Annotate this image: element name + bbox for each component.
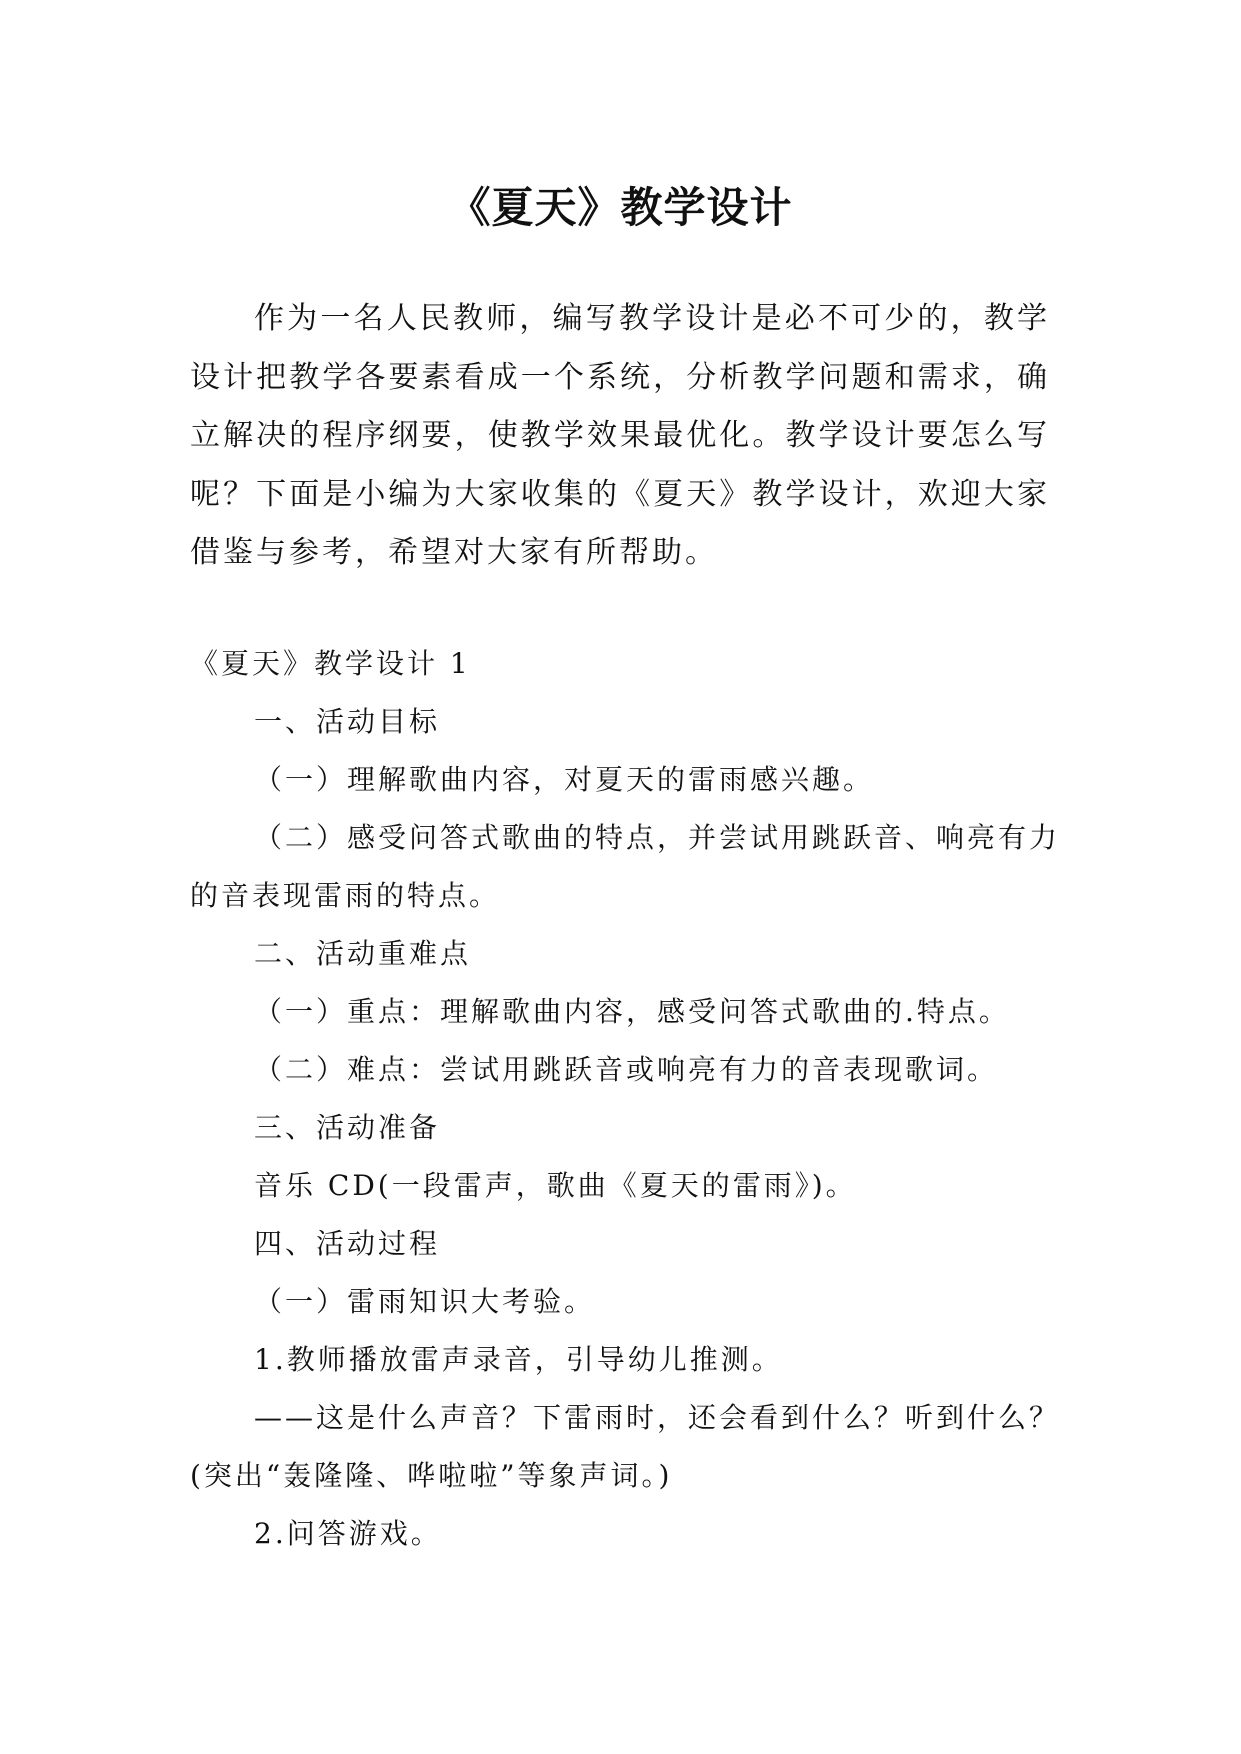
document-body — [190, 635, 1060, 1563]
section-heading: 《夏天》教学设计 1 — [190, 647, 471, 680]
process-step-1: （一）雷雨知识大考验。 — [254, 1285, 596, 1318]
goal-item-2: （二）感受问答式歌曲的特点，并尝试用跳跃音、响亮有力的音表现雷雨的特点。 — [190, 821, 1061, 912]
goal-item-1: （一）理解歌曲内容，对夏天的雷雨感兴趣。 — [254, 763, 875, 796]
key-point: （一）重点：理解歌曲内容，感受问答式歌曲的.特点。 — [254, 995, 1010, 1028]
heading-key-difficulties: 二、活动重难点 — [254, 937, 472, 970]
heading-activity-goals: 一、活动目标 — [254, 705, 441, 738]
heading-preparation: 三、活动准备 — [254, 1111, 441, 1144]
heading-process: 四、活动过程 — [254, 1227, 441, 1260]
process-substep-2: 2.问答游戏。 — [254, 1517, 442, 1550]
process-question: ——这是什么声音？下雷雨时，还会看到什么？听到什么？(突出“轰隆隆、哗啦啦”等象声词。) — [190, 1401, 1061, 1492]
document-title: 《夏天》教学设计 — [448, 183, 793, 233]
difficult-point: （二）难点：尝试用跳跃音或响亮有力的音表现歌词。 — [254, 1053, 999, 1086]
process-substep-1: 1.教师播放雷声录音，引导幼儿推测。 — [254, 1343, 783, 1376]
preparation-item: 音乐 CD(一段雷声，歌曲《夏天的雷雨》)。 — [254, 1169, 857, 1202]
intro-paragraph: 作为一名人民教师，编写教学设计是必不可少的，教学设计把教学各要素看成一个系统，分析教学问题和需求，确立解决的程序纲要，使教学效果最优化。教学设计要怎么写呢？下面是小编为大家收集的《夏天》教学设计，欢迎大家借鉴与参考，希望对大家有所帮助。 — [190, 301, 1050, 570]
